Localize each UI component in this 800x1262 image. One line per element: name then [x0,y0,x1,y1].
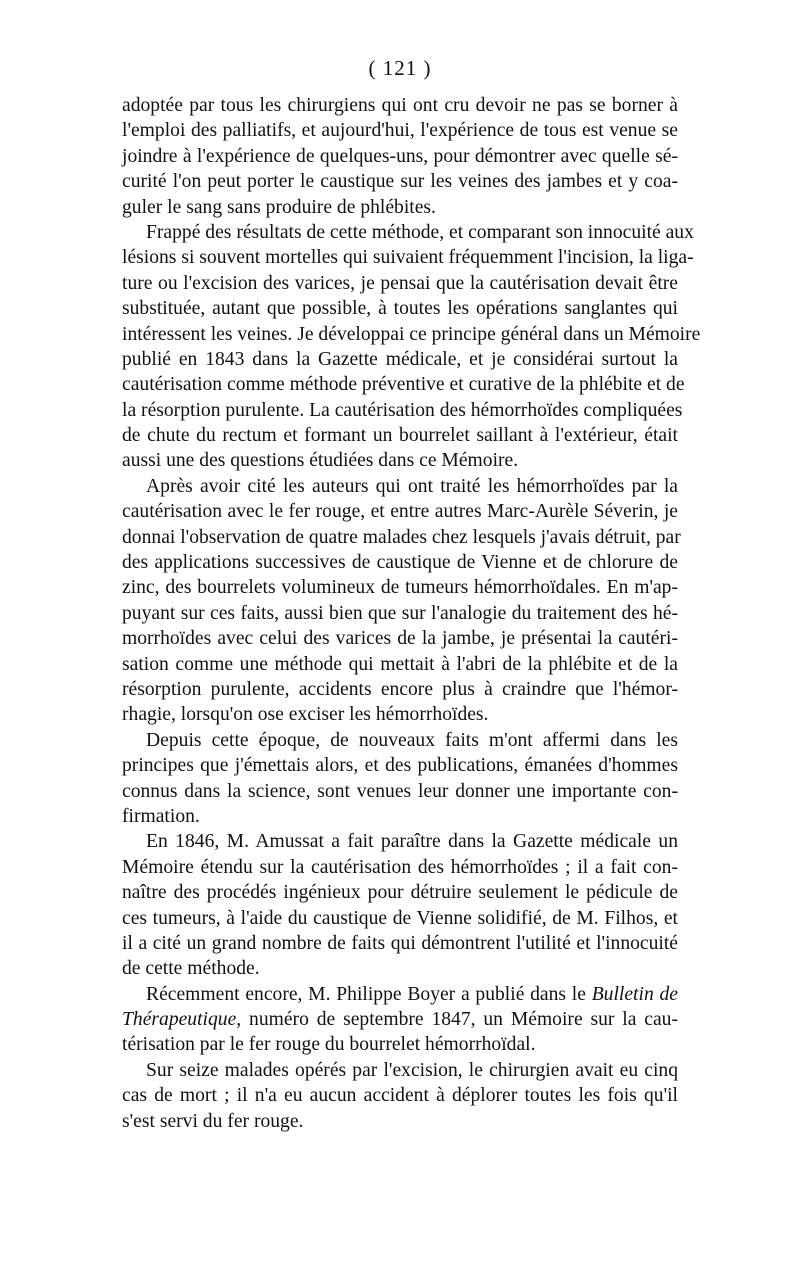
text-line: adoptée par tous les chirurgiens qui ont cru devoir ne pas se borner à [122,95,678,116]
text-line: zinc, des bourrelets volumineux de tumeurs hémorrhoïdales. En m'ap- [122,577,678,599]
text-line: Après avoir cité les auteurs qui ont traité les hémorrhoïdes par la [146,475,678,497]
text-line: principes que j'émettais alors, et des publications, émanées d'hommes [122,755,678,777]
text-line: sation comme une méthode qui mettait à l'abri de la phlébite et de la [122,653,678,675]
paragraph [122,728,678,830]
text-line: aussi une des questions étudiées dans ce Mémoire. [122,450,519,472]
text-line: térisation par le fer rouge du bourrelet hémorrhoïdal. [122,1034,536,1056]
paragraph [122,1058,678,1134]
text-line: de cette méthode. [122,958,260,980]
paragraph [122,93,678,220]
text-line [122,1007,678,1032]
text-line: ture ou l'excision des varices, je pensai que la cautérisation devait être [122,272,678,294]
text-line: publié en 1843 dans la Gazette médicale, et je considérai surtout la [122,348,678,370]
text-line: cas de mort ; il n'a eu aucun accident à déplorer toutes les fois qu'il [122,1085,678,1107]
text-line: Depuis cette époque, de nouveaux faits m'ont affermi dans les [146,729,678,751]
text-line: de chute du rectum et formant un bourrelet saillant à l'extérieur, était [122,425,678,447]
paragraph [122,220,701,474]
text-segment: Récemment encore, M. Philippe Boyer a publié dans le [146,983,592,1005]
text-line: morrhoïdes avec celui des varices de la jambe, je présentai la cautéri- [122,628,678,650]
text-line: Frappé des résultats de cette méthode, et comparant son innocuité aux [146,221,694,243]
body-text [122,93,701,1134]
text-line: curité l'on peut porter le caustique sur les veines des jambes et y coa- [122,171,678,193]
text-line: des applications successives de caustique de Vienne et de chlorure de [122,552,678,574]
italic-title: Thérapeutique [122,1009,237,1031]
text-line: il a cité un grand nombre de faits qui démontrent l'utilité et l'innocuité [122,932,678,954]
text-line: intéressent les veines. Je développai ce principe général dans un Mémoire [122,323,701,345]
text-line: guler le sang sans produire de phlébites. [122,196,436,218]
text-line: la résorption purulente. La cautérisation des hémorrhoïdes compliquées [122,399,683,421]
text-line: ces tumeurs, à l'aide du caustique de Vienne solidifié, de M. Filhos, et [122,907,678,929]
text-line: s'est servi du fer rouge. [122,1110,304,1132]
text-line: naître des procédés ingénieux pour détruire seulement le pédicule de [122,882,678,904]
text-line: résorption purulente, accidents encore plus à craindre que l'hémor- [122,678,678,700]
text-line: En 1846, M. Amussat a fait paraître dans la Gazette médicale un [146,831,678,853]
text-line: rhagie, lorsqu'on ose exciser les hémorrhoïdes. [122,704,489,726]
italic-title: Bulletin de [591,983,678,1005]
text-line: joindre à l'expérience de quelques-uns, pour démontrer avec quelle sé- [122,145,678,167]
text-line: firmation. [122,805,200,827]
text-line: Mémoire étendu sur la cautérisation des hémorrhoïdes ; il a fait con- [122,856,678,878]
text-line: cautérisation comme méthode préventive et curative de la phlébite et de [122,374,685,396]
paragraph [122,474,681,728]
text-line: donnai l'observation de quatre malades chez lesquels j'avais détruit, par [122,526,681,548]
page-number: ( 121 ) [368,56,432,80]
text-line: cautérisation avec le fer rouge, et entre autres Marc-Aurèle Séverin, je [122,501,678,523]
paragraph [122,982,678,1058]
text-line: l'emploi des palliatifs, et aujourd'hui, l'expérience de tous est venue se [122,120,678,142]
text-line: puyant sur ces faits, aussi bien que sur l'analogie du traitement des hé- [122,602,678,624]
text-segment: , numéro de septembre 1847, un Mémoire sur la cau- [236,1009,678,1031]
text-line: Sur seize malades opérés par l'excision, le chirurgien avait eu cinq [146,1059,678,1081]
text-line: lésions si souvent mortelles qui suivaient fréquemment l'incision, la liga- [122,247,694,269]
paragraph [122,829,678,981]
text-line: substituée, autant que possible, à toutes les opérations sanglantes qui [122,298,678,320]
text-line [122,982,678,1007]
text-line: connus dans la science, sont venues leur donner une importante con- [122,780,678,802]
